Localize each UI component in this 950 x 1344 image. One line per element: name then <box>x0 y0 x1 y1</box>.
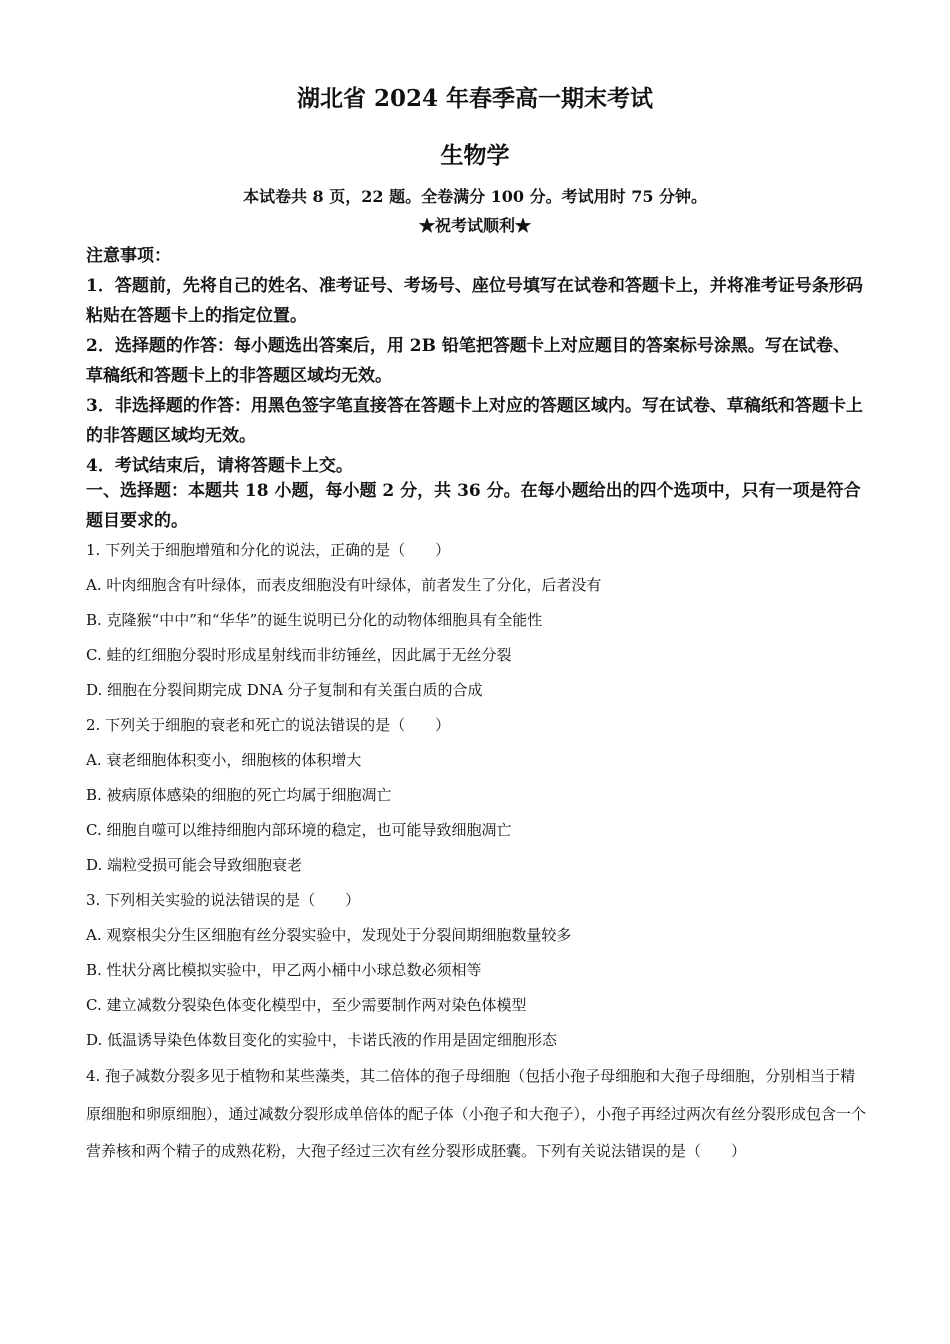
section-heading: 一、选择题：本题共 18 小题，每小题 2 分，共 36 分。在每小题给出的四个选项中，只有一项是符合题目要求的。 <box>86 481 861 531</box>
exam-info: 本试卷共 8 页，22 题。全卷满分 100 分。考试用时 75 分钟。 <box>242 187 708 206</box>
exam-subject: 生物学 <box>440 142 510 169</box>
question-2-option-a: A. 衰老细胞体积变小，细胞核的体积增大 <box>86 751 362 769</box>
question-3-stem: 3. 下列相关实验的说法错误的是（ ） <box>86 891 361 909</box>
question-1-option-c: C. 蛙的红细胞分裂时形成星射线而非纺锤丝，因此属于无丝分裂 <box>86 646 512 664</box>
question-2-option-b: B. 被病原体感染的细胞的死亡均属于细胞凋亡 <box>86 786 392 804</box>
question-2-stem: 2. 下列关于细胞的衰老和死亡的说法错误的是（ ） <box>86 716 451 734</box>
notes-item-3: 3．非选择题的作答：用黑色签字笔直接答在答题卡上对应的答题区域内。写在试卷、草稿纸和答题卡上的非答题区域均无效。 <box>86 396 863 446</box>
notes-item-1: 1．答题前，先将自己的姓名、准考证号、考场号、座位号填写在试卷和答题卡上，并将准考证号条形码粘贴在答题卡上的指定位置。 <box>86 276 863 326</box>
notes-item-4: 4．考试结束后，请将答题卡上交。 <box>86 456 353 476</box>
question-2-option-d: D. 端粒受损可能会导致细胞衰老 <box>86 856 303 874</box>
exam-title: 湖北省 2024 年春季高一期末考试 <box>296 85 654 112</box>
notes-block <box>86 241 866 481</box>
question-3-option-a: A. 观察根尖分生区细胞有丝分裂实验中，发现处于分裂间期细胞数量较多 <box>86 926 572 944</box>
question-1-option-a: A. 叶肉细胞含有叶绿体，而表皮细胞没有叶绿体，前者发生了分化，后者没有 <box>86 576 602 594</box>
question-3-option-c: C. 建立减数分裂染色体变化模型中，至少需要制作两对染色体模型 <box>86 996 527 1014</box>
question-4-stem: 4. 孢子减数分裂多见于植物和某些藻类，其二倍体的孢子母细胞（包括小孢子母细胞和大孢子母细胞，分别相当于精原细胞和卵原细胞），通过减数分裂形成单倍体的配子体（小孢子和大孢子），小孢子再经过两次有丝分裂形成包含一个营养核和两个精子的成熟花粉，大孢子经过三次有丝分裂形成胚囊。下列有关说法错误的是（ ） <box>86 1067 867 1160</box>
question-2-option-c: C. 细胞自噬可以维持细胞内部环境的稳定，也可能导致细胞凋亡 <box>86 821 512 839</box>
question-3-option-b: B. 性状分离比模拟实验中，甲乙两小桶中小球总数必须相等 <box>86 961 482 979</box>
notes-heading: 注意事项： <box>86 246 171 266</box>
question-1-option-d: D. 细胞在分裂间期完成 DNA 分子复制和有关蛋白质的合成 <box>86 681 483 699</box>
question-1-stem: 1. 下列关于细胞增殖和分化的说法，正确的是（ ） <box>86 541 451 559</box>
question-3-option-d: D. 低温诱导染色体数目变化的实验中，卡诺氏液的作用是固定细胞形态 <box>86 1031 558 1049</box>
questions-block <box>86 533 866 1171</box>
notes-item-2: 2．选择题的作答：每小题选出答案后，用 2B 铅笔把答题卡上对应题目的答案标号涂黑。写在试卷、草稿纸和答题卡上的非答题区域均无效。 <box>86 336 850 386</box>
question-1-option-b: B. 克隆猴“中中”和“华华”的诞生说明已分化的动物体细胞具有全能性 <box>86 611 543 629</box>
exam-wish: ★祝考试顺利★ <box>418 216 531 235</box>
